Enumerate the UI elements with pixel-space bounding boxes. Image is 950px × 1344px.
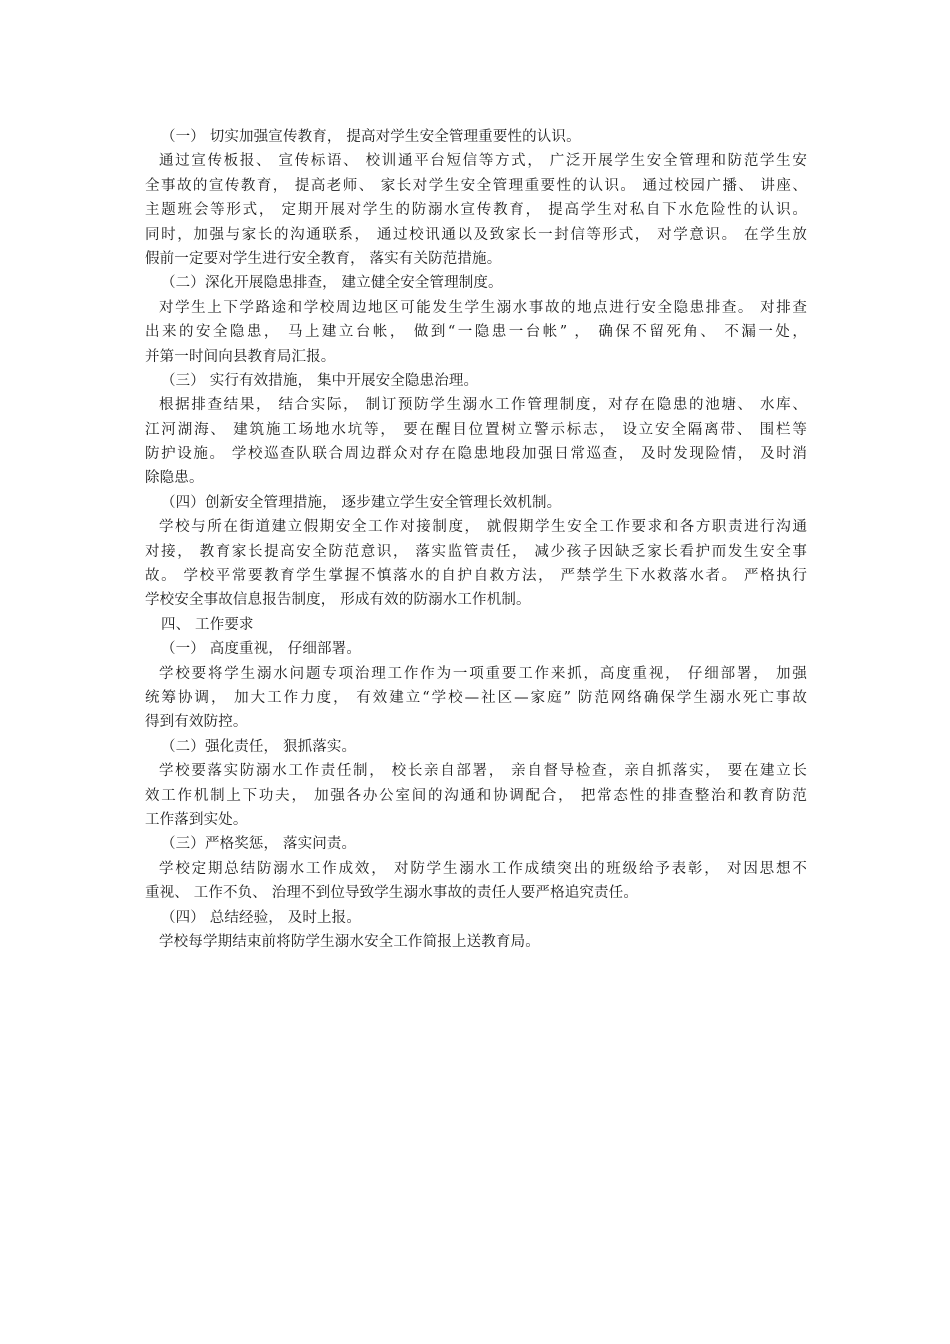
paragraph-line: 假前一定要对学生进行安全教育， 落实有关防范措施。 bbox=[145, 250, 502, 267]
paragraph-line: 学校要落实防溺水工作责任制， 校长亲自部署， 亲自督导检查，亲自抓落实， 要在建立长 bbox=[159, 763, 807, 780]
paragraph-line: 全事故的宣传教育， 提高老师、 家长对学生安全管理重要性的认识。 通过校园广播、 讲座、 bbox=[145, 177, 807, 194]
paragraph-line: 得到有效防控。 bbox=[145, 714, 248, 731]
paragraph-line: 学校安全事故信息报告制度， 形成有效的防溺水工作机制。 bbox=[145, 592, 531, 609]
paragraph-line: 根据排查结果， 结合实际， 制订预防学生溺水工作管理制度，对存在隐患的池塘、 水库、 bbox=[159, 397, 807, 414]
paragraph-line: 统筹协调， 加大工作力度， 有效建立“学校—社区—家庭” 防范网络确保学生溺水死亡事故 bbox=[145, 689, 807, 706]
section-heading-line: （二）深化开展隐患排查， 建立健全安全管理制度。 bbox=[161, 275, 503, 292]
paragraph-line: 除隐患。 bbox=[145, 470, 204, 487]
paragraph-line: 主题班会等形式， 定期开展对学生的防溺水宣传教育， 提高学生对私自下水危险性的认识。 bbox=[145, 202, 807, 219]
section-heading-line: （四） 总结经验， 及时上报。 bbox=[161, 909, 361, 926]
paragraph-line: 工作落到实处。 bbox=[145, 811, 248, 828]
paragraph-line: 江河湖海、 建筑施工场地水坑等， 要在醒目位置树立警示标志， 设立安全隔离带、 围栏等 bbox=[145, 421, 807, 438]
section-heading-line: （四）创新安全管理措施， 逐步建立学生安全管理长效机制。 bbox=[161, 494, 562, 511]
section-heading-line: 四、 工作要求 bbox=[161, 616, 254, 633]
section-heading-line: （三） 实行有效措施， 集中开展安全隐患治理。 bbox=[161, 372, 479, 389]
paragraph-line: 对学生上下学路途和学校周边地区可能发生学生溺水事故的地点进行安全隐患排查。 对排查 bbox=[159, 299, 807, 316]
section-heading-line: （一） 高度重视， 仔细部署。 bbox=[161, 641, 361, 658]
section-heading-line: （一） 切实加强宣传教育， 提高对学生安全管理重要性的认识。 bbox=[161, 129, 581, 145]
paragraph-line: 通过宣传板报、 宣传标语、 校训通平台短信等方式， 广泛开展学生安全管理和防范学生安 bbox=[159, 153, 807, 170]
paragraph-line: 学校与所在街道建立假期安全工作对接制度， 就假期学生安全工作要求和各方职责进行沟通 bbox=[159, 519, 807, 536]
paragraph-line: 学校要将学生溺水问题专项治理工作作为一项重要工作来抓，高度重视， 仔细部署， 加强 bbox=[159, 665, 807, 682]
paragraph-line: 并第一时间向县教育局汇报。 bbox=[145, 348, 336, 365]
paragraph-line: 出来的安全隐患， 马上建立台帐， 做到“一隐患一台帐” ， 确保不留死角、 不漏一处， bbox=[145, 324, 807, 341]
document-body bbox=[145, 125, 807, 954]
paragraph-line: 学校每学期结束前将防学生溺水安全工作简报上送教育局。 bbox=[159, 933, 540, 950]
paragraph-line: 效工作机制上下功夫， 加强各办公室间的沟通和协调配合， 把常态性的排查整治和教育防范 bbox=[145, 787, 807, 804]
paragraph-line: 对接， 教育家长提高安全防范意识， 落实监管责任， 减少孩子因缺乏家长看护而发生安全事 bbox=[145, 543, 807, 560]
paragraph-line: 同时，加强与家长的沟通联系， 通过校讯通以及致家长一封信等形式， 对学意识。 在学生放 bbox=[145, 226, 807, 243]
paragraph-line: 故。 学校平常要教育学生掌握不慎落水的自护自救方法， 严禁学生下水救落水者。 严格执行 bbox=[145, 568, 807, 585]
paragraph-line: 重视、 工作不负、 治理不到位导致学生溺水事故的责任人要严格追究责任。 bbox=[145, 885, 638, 902]
section-heading-line: （三）严格奖惩， 落实问责。 bbox=[161, 836, 357, 853]
paragraph-line: 防护设施。 学校巡查队联合周边群众对存在隐患地段加强日常巡查， 及时发现险情， 及时消 bbox=[145, 446, 807, 463]
paragraph-line: 学校定期总结防溺水工作成效， 对防学生溺水工作成绩突出的班级给予表彰， 对因思想不 bbox=[159, 860, 807, 877]
section-heading-line: （二）强化责任， 狠抓落实。 bbox=[161, 738, 357, 755]
